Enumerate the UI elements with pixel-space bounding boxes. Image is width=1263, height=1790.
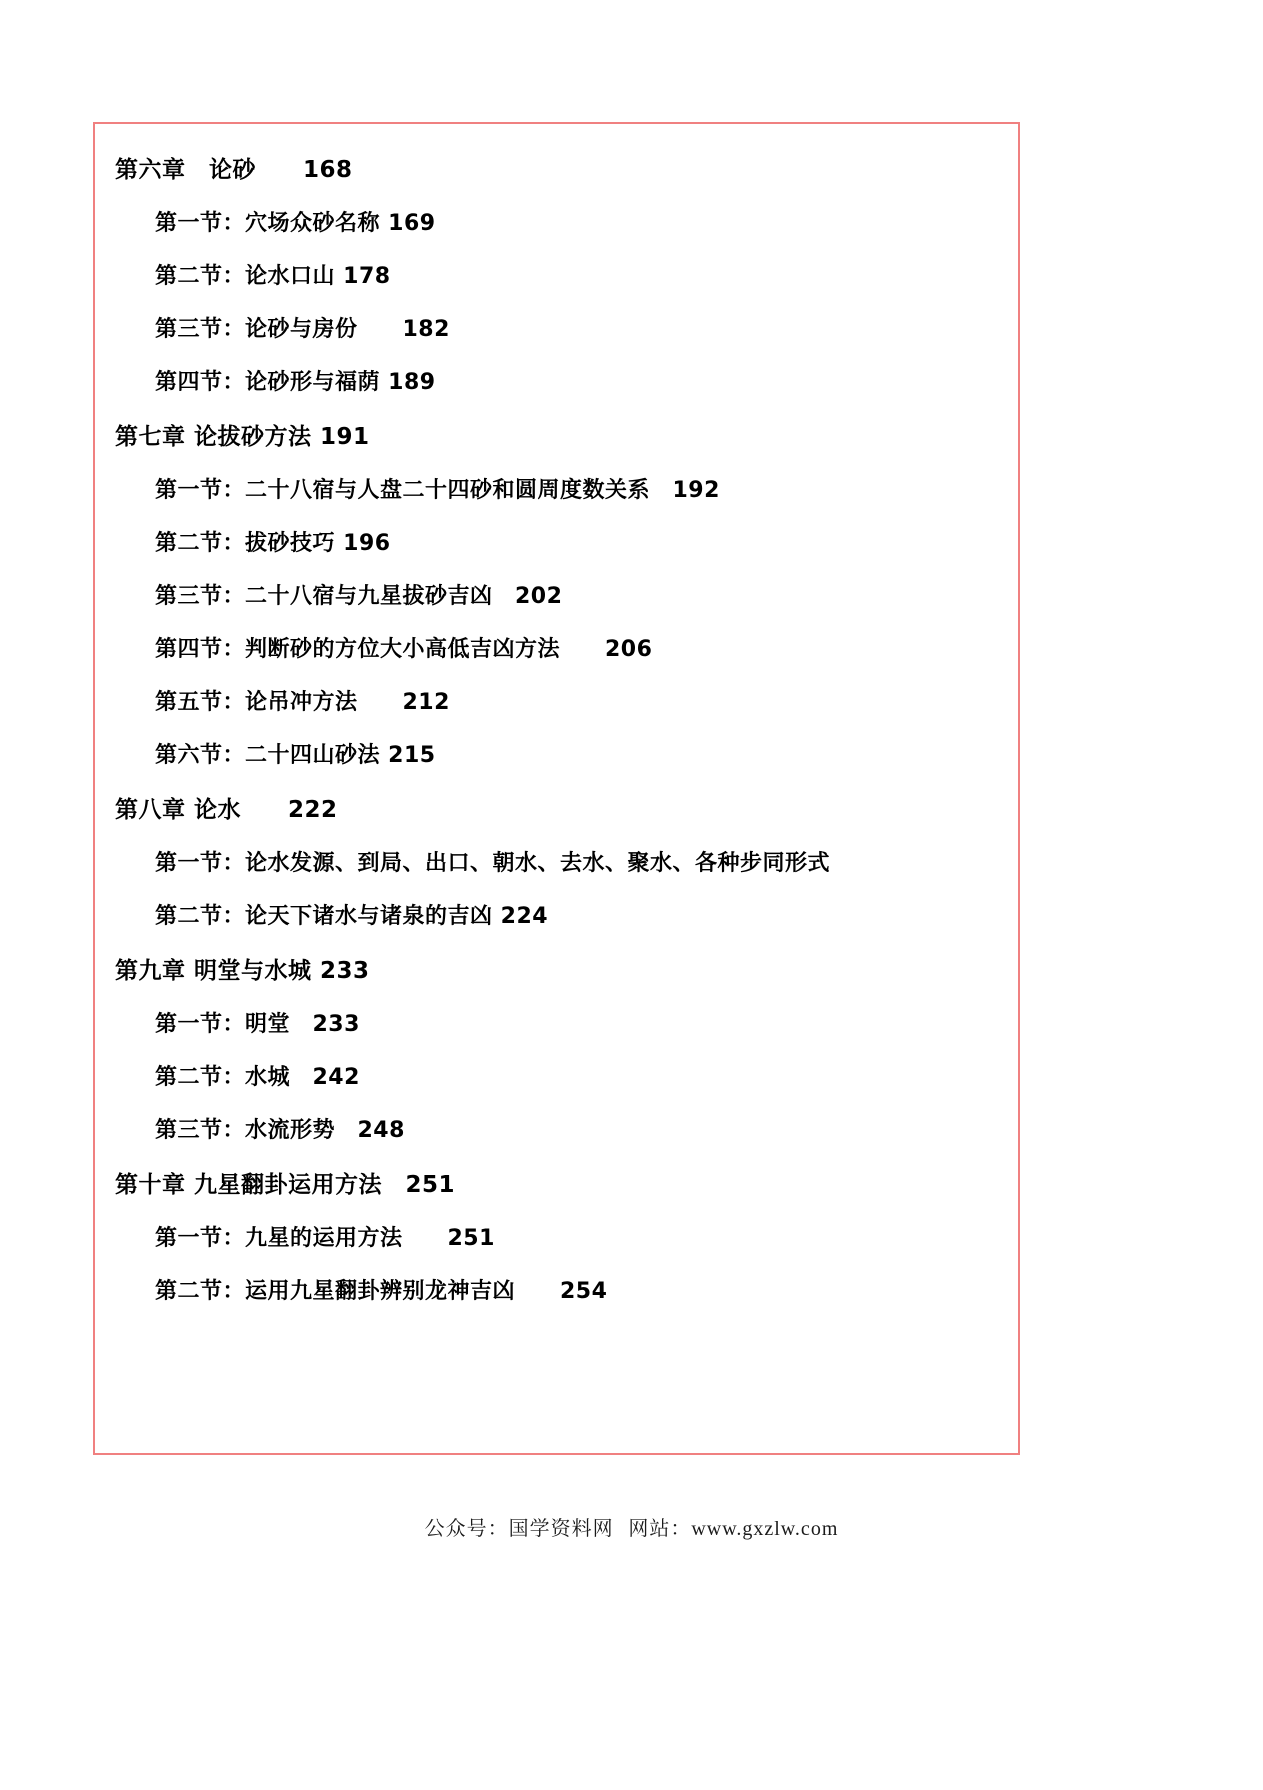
toc-chapter-entry: 第九章 明堂与水城 233 bbox=[115, 958, 370, 984]
toc-chapter-entry: 第六章 论砂 168 bbox=[115, 157, 353, 183]
footer-website: 网站：www.gxzlw.com bbox=[628, 1518, 839, 1540]
toc-section-entry: 第三节：论砂与房份 182 bbox=[155, 317, 450, 342]
toc-section-entry: 第二节：水城 242 bbox=[155, 1065, 360, 1090]
toc-section-entry: 第二节：论水口山 178 bbox=[155, 264, 391, 289]
toc-section-entry: 第一节：论水发源、到局、出口、朝水、去水、聚水、各种步同形式 bbox=[155, 851, 831, 876]
toc-section-entry: 第四节：判断砂的方位大小高低吉凶方法 206 bbox=[155, 637, 653, 662]
toc-section-entry: 第一节：九星的运用方法 251 bbox=[155, 1226, 495, 1251]
footer-public-account: 公众号：国学资料网 bbox=[424, 1516, 614, 1540]
toc-chapter-entry: 第十章 九星翻卦运用方法 251 bbox=[115, 1172, 456, 1198]
toc-section-entry: 第二节：论天下诸水与诸泉的吉凶 224 bbox=[155, 904, 549, 929]
toc-section-entry: 第五节：论吊冲方法 212 bbox=[155, 690, 450, 715]
toc-chapter-entry: 第七章 论拔砂方法 191 bbox=[115, 424, 370, 450]
toc-section-entry: 第六节：二十四山砂法 215 bbox=[155, 743, 436, 768]
toc-chapter-entry: 第八章 论水 222 bbox=[115, 797, 338, 823]
toc-section-entry: 第三节：水流形势 248 bbox=[155, 1118, 405, 1143]
toc-section-entry: 第三节：二十八宿与九星拔砂吉凶 202 bbox=[155, 584, 563, 609]
toc-section-entry: 第二节：拔砂技巧 196 bbox=[155, 531, 391, 556]
toc-section-entry: 第一节：穴场众砂名称 169 bbox=[155, 211, 436, 236]
toc-section-entry: 第一节：二十八宿与人盘二十四砂和圆周度数关系 192 bbox=[155, 478, 720, 503]
toc-section-entry: 第二节：运用九星翻卦辨别龙神吉凶 254 bbox=[155, 1279, 608, 1304]
toc-list bbox=[95, 124, 1018, 1453]
toc-section-entry: 第四节：论砂形与福荫 189 bbox=[155, 370, 436, 395]
page-footer bbox=[0, 1512, 1263, 1541]
toc-section-entry: 第一节：明堂 233 bbox=[155, 1012, 360, 1037]
toc-frame bbox=[93, 122, 1020, 1455]
